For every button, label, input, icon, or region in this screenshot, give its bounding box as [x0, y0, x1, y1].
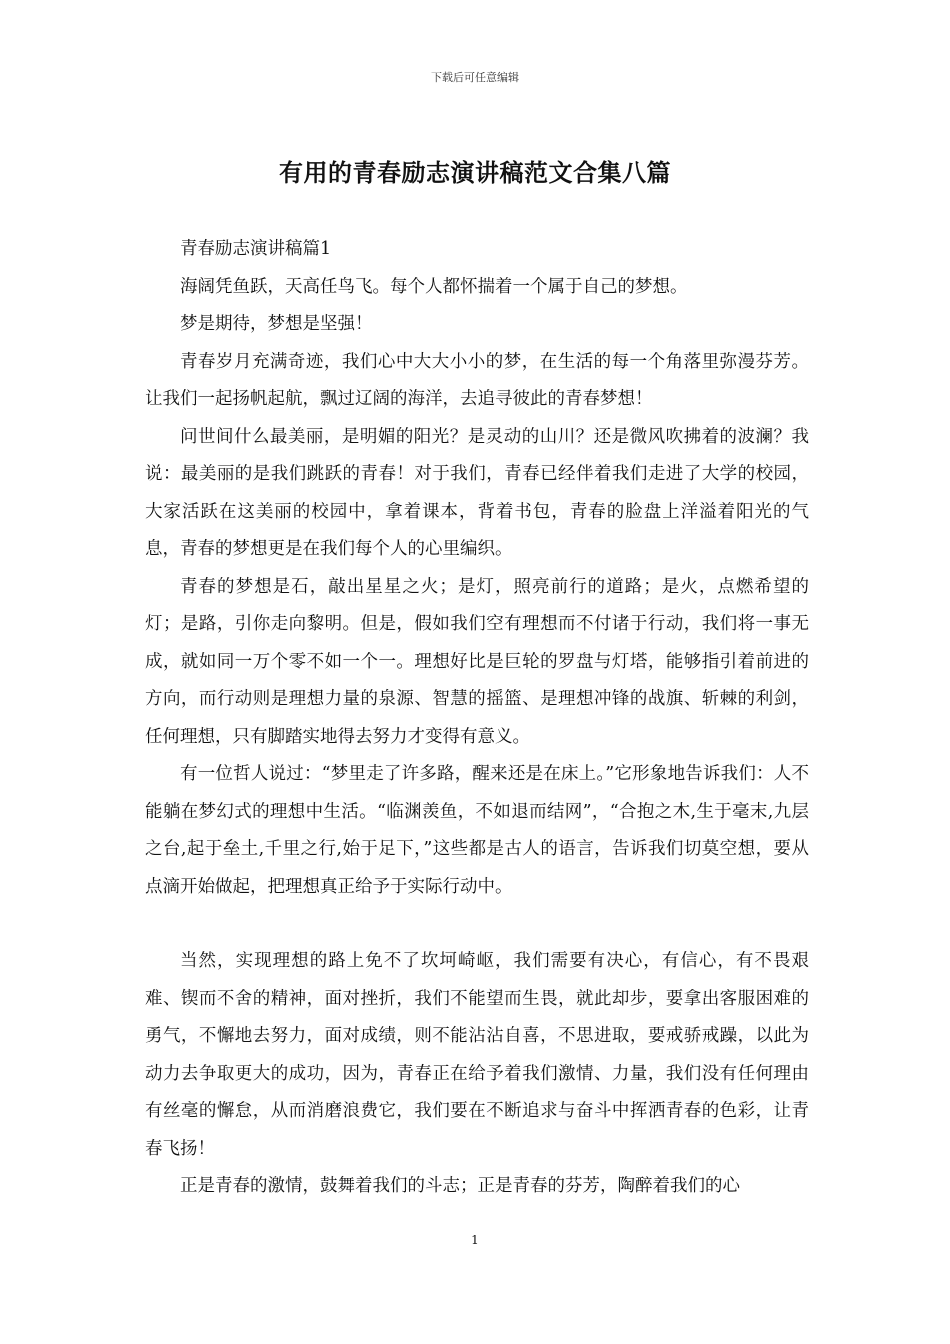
paragraph: 海阔凭鱼跃，天高任鸟飞。每个人都怀揣着一个属于自己的梦想。	[180, 276, 688, 297]
section-heading: 青春励志演讲稿篇1	[180, 239, 332, 259]
page-number: 1	[471, 1233, 479, 1247]
paragraph: 梦是期待，梦想是坚强！	[180, 314, 373, 334]
paragraph: 青春岁月充满奇迹，我们心中大大小小的梦，在生活的每一个角落里弥漫芬芳。让我们一起扬帆起航，飘过辽阔的海洋，去追寻彼此的青春梦想！	[145, 351, 809, 409]
paragraph: 问世间什么最美丽，是明媚的阳光？是灵动的山川？还是微风吹拂着的波澜？我说：最美丽的是我们跳跃的青春！对于我们，青春已经伴着我们走进了大学的校园，大家活跃在这美丽的校园中，拿着课本，背着书包，青春的脸盘上洋溢着阳光的气息，青春的梦想更是在我们每个人的心里编织。	[145, 426, 809, 559]
document-body	[145, 231, 809, 1206]
page-header-note: 下载后可任意编辑	[431, 71, 519, 84]
paragraph: 有一位哲人说过：“梦里走了许多路，醒来还是在床上。”它形象地告诉我们：人不能躺在梦幻式的理想中生活。“临渊羡鱼，不如退而结网”，“合抱之木,生于毫末,九层之台,起于垒土,千里之行,始于足下，”这些都是古人的语言，告诉我们切莫空想，要从点滴开始做起，把理想真正给予于实际行动中。	[145, 764, 809, 897]
document-title: 有用的青春励志演讲稿范文合集八篇	[279, 159, 671, 187]
paragraph: 青春的梦想是石，敲出星星之火；是灯，照亮前行的道路；是火，点燃希望的灯；是路，引你走向黎明。但是，假如我们空有理想而不付诸于行动，我们将一事无成，就如同一万个零不如一个一。理想好比是巨轮的罗盘与灯塔，能够指引着前进的方向，而行动则是理想力量的泉源、智慧的摇篮、是理想冲锋的战旗、斩棘的利剑，任何理想，只有脚踏实地得去努力才变得有意义。	[145, 576, 809, 747]
paragraph: 当然，实现理想的路上免不了坎坷崎岖，我们需要有决心，有信心，有不畏艰难、锲而不舍的精神，面对挫折，我们不能望而生畏，就此却步，要拿出客服困难的勇气，不懈地去努力，面对成绩，则不能沾沾自喜，不思进取，要戒骄戒躁，以此为动力去争取更大的成功，因为，青春正在给予着我们激情、力量，我们没有任何理由有丝毫的懈怠，从而消磨浪费它，我们要在不断追求与奋斗中挥洒青春的色彩，让青春飞扬！	[145, 951, 809, 1159]
paragraph: 正是青春的激情，鼓舞着我们的斗志；正是青春的芬芳，陶醉着我们的心	[180, 1176, 740, 1196]
